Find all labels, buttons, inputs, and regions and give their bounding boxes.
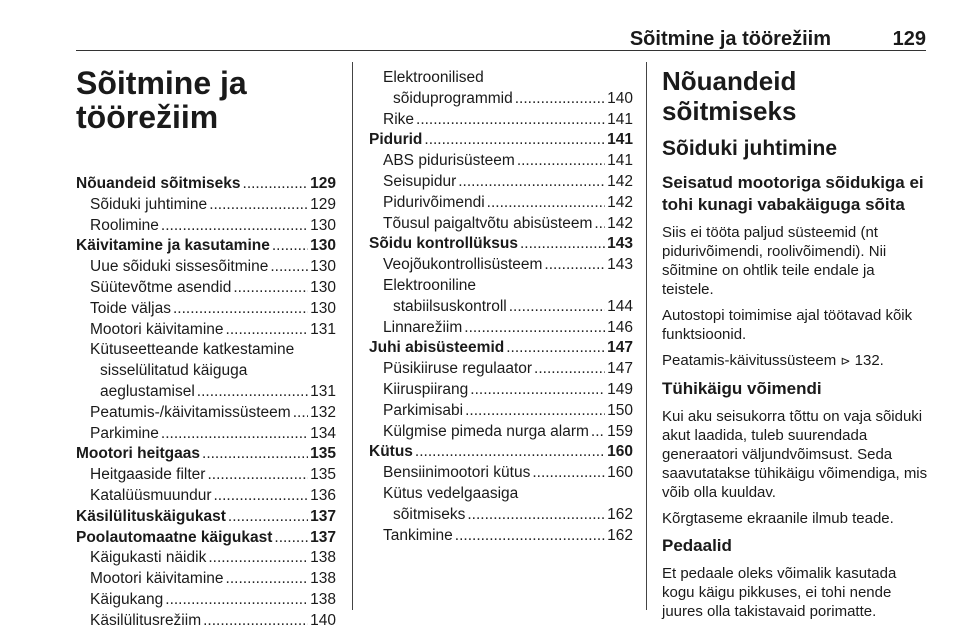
toc-leader-dots: [173, 299, 308, 320]
toc-entry-label: Käsilülitusrežiim: [90, 611, 202, 629]
reference-text: Peatamis-käivitussüsteem: [662, 352, 837, 369]
toc-entry[interactable]: [369, 359, 633, 380]
toc-entry-label: Bensiinimootori kütus: [383, 464, 531, 482]
toc-leader-dots: [465, 401, 605, 422]
toc-column-1: [76, 60, 336, 632]
toc-leader-dots: [165, 590, 308, 611]
toc-leader-dots: [506, 338, 605, 359]
toc-entry-label: Nõuandeid sõitmiseks: [76, 175, 241, 192]
page-header: [76, 28, 926, 51]
toc-entry-page: 143: [607, 235, 633, 253]
toc-leader-dots: [207, 465, 308, 486]
toc-entry[interactable]: [369, 505, 633, 526]
toc-entry[interactable]: [76, 299, 336, 320]
toc-entry-page: 129: [310, 175, 336, 192]
toc-entry[interactable]: [369, 422, 633, 443]
toc-leader-dots: [415, 442, 605, 463]
toc-entry[interactable]: [76, 320, 336, 341]
toc-leader-dots: [467, 505, 605, 526]
toc-entry-label: Käigukang: [90, 590, 164, 608]
toc-leader-dots: [226, 320, 309, 341]
toc-entry-label: Sõidu kontrollüksus: [369, 235, 518, 253]
toc-entry-page: 138: [310, 549, 336, 567]
toc-entry-label: stabiilsuskontroll: [393, 297, 507, 315]
toc-entry[interactable]: [369, 297, 633, 318]
toc-entry-page: 130: [310, 299, 336, 317]
toc-leader-dots: [214, 486, 309, 507]
toc-entry-label: Sõiduki juhtimine: [90, 195, 208, 213]
paragraph: Autostopi toimimise ajal töötavad kõik funktsioonid.: [662, 307, 913, 343]
toc-entry-page: 143: [607, 256, 633, 274]
toc-entry-page: 149: [607, 380, 633, 398]
paragraph: Kui aku seisukorra tõttu on vaja sõiduki akut laadida, tuleb suurendada generaatori väljundvõimsust. Seda saavutatakse tühikäigu võimendiga, mis võib olla kuuldav.: [662, 408, 928, 501]
toc-entry-label: Mootori käivitamine: [90, 570, 224, 588]
toc-entry-label: sõitmiseks: [393, 505, 466, 523]
toc-entry[interactable]: [369, 110, 633, 131]
toc-list-1: [76, 174, 336, 632]
toc-entry-label: Kiiruspiirang: [383, 380, 469, 398]
toc-entry-page: 131: [310, 320, 336, 338]
toc-entry-label: sõiduprogrammid: [393, 89, 513, 107]
toc-leader-dots: [591, 422, 605, 443]
toc-entry-label: Uue sõiduki sissesõitmine: [90, 258, 269, 276]
page-number: 129: [892, 28, 926, 50]
toc-leader-dots: [470, 380, 605, 401]
toc-entry-label: Käsilülituskäigukast: [76, 507, 226, 525]
toc-entry[interactable]: [76, 403, 336, 424]
toc-entry[interactable]: [369, 526, 633, 547]
toc-entry-page: 162: [607, 505, 633, 523]
toc-entry-page: 136: [310, 486, 336, 504]
toc-section-entry[interactable]: [76, 236, 336, 257]
toc-leader-dots: [455, 526, 605, 547]
toc-entry-label: Pidurid: [369, 131, 423, 149]
toc-entry[interactable]: [76, 195, 336, 216]
toc-entry-continued: Elektrooniline: [383, 276, 477, 294]
toc-leader-dots: [270, 257, 308, 278]
running-title: Sõitmine ja töörežiim: [629, 28, 831, 50]
toc-entry-label: ABS pidurisüsteem: [383, 152, 515, 170]
reference-page: 132.: [854, 352, 884, 369]
toc-list-2: [369, 68, 633, 546]
toc-entry-label: Kütus: [369, 443, 413, 461]
toc-section-entry[interactable]: [369, 130, 633, 151]
toc-entry-continued: Kütuseetteande katkestamine: [90, 341, 295, 359]
toc-entry-page: 159: [607, 422, 633, 440]
toc-entry-label: Seisupidur: [383, 172, 457, 190]
toc-entry[interactable]: [76, 278, 336, 299]
toc-entry-page: 147: [607, 360, 633, 378]
toc-entry-page: 131: [310, 382, 336, 400]
toc-section-entry[interactable]: [369, 234, 633, 255]
toc-entry-page: 135: [310, 466, 336, 484]
toc-entry[interactable]: [369, 401, 633, 422]
toc-entry-page: 142: [607, 172, 633, 190]
reference-arrow-icon: ⊳: [840, 354, 851, 368]
toc-leader-dots: [272, 236, 308, 257]
toc-leader-dots: [197, 382, 308, 403]
toc-leader-dots: [424, 130, 605, 151]
toc-leader-dots: [208, 548, 308, 569]
toc-leader-dots: [517, 151, 605, 172]
toc-entry-page: 162: [607, 526, 633, 544]
toc-entry-page: 130: [310, 237, 336, 255]
cross-reference: [662, 351, 928, 371]
toc-entry[interactable]: [76, 611, 336, 632]
toc-entry[interactable]: [369, 151, 633, 172]
toc-entry-page: 141: [607, 152, 633, 170]
content-column: [662, 60, 928, 628]
paragraph: Siis ei tööta paljud süsteemid (nt pidurivõimendi, roolivõimendi). Nii sõitmine on ohtlik teile endale ja teistele.: [662, 224, 887, 298]
toc-entry-page: 129: [310, 195, 336, 213]
toc-leader-dots: [274, 528, 308, 549]
toc-entry-label: Käivitamine ja kasutamine: [76, 237, 270, 255]
toc-leader-dots: [509, 297, 605, 318]
paragraph: Kõrgtaseme ekraanile ilmub teade.: [662, 510, 894, 527]
toc-entry-label: Mootori heitgaas: [76, 445, 201, 463]
toc-entry-label: Parkimisabi: [383, 401, 464, 419]
toc-entry-label: Pidurivõimendi: [383, 193, 485, 211]
toc-entry-page: 134: [310, 424, 336, 442]
toc-entry-page: 135: [310, 445, 336, 463]
toc-leader-dots: [594, 214, 605, 235]
toc-leader-dots: [534, 359, 605, 380]
subsection-heading: Sõiduki juhtimine: [662, 137, 838, 160]
toc-entry[interactable]: [369, 255, 633, 276]
column-divider-2: [646, 62, 647, 610]
toc-leader-dots: [233, 278, 308, 299]
toc-entry-page: 142: [607, 214, 633, 232]
toc-entry-page: 147: [607, 339, 633, 357]
toc-entry-page: 130: [310, 258, 336, 276]
toc-entry-page: 130: [310, 278, 336, 296]
toc-entry-label: Linnarežiim: [383, 318, 463, 336]
toc-entry[interactable]: [369, 214, 633, 235]
toc-entry-page: 144: [607, 297, 633, 315]
toc-leader-dots: [416, 110, 605, 131]
toc-entry-label: Juhi abisüsteemid: [369, 339, 505, 357]
toc-leader-dots: [226, 569, 309, 590]
topic-heading-idle-boost: Tühikäigu võimendi: [662, 379, 822, 398]
toc-entry-label: Veojõukontrollisüsteem: [383, 256, 543, 274]
toc-leader-dots: [203, 611, 308, 632]
column-divider-1: [352, 62, 353, 610]
toc-leader-dots: [515, 89, 605, 110]
toc-entry[interactable]: [369, 380, 633, 401]
toc-entry[interactable]: [369, 172, 633, 193]
toc-entry-page: 141: [607, 131, 633, 149]
toc-entry[interactable]: [76, 382, 336, 403]
toc-entry-label: Käigukasti näidik: [90, 549, 207, 567]
toc-entry-page: 160: [607, 443, 633, 461]
topic-heading-coasting: Seisatud mootoriga sõidukiga ei tohi kunagi vabakäiguga sõita: [662, 173, 924, 214]
toc-entry[interactable]: [369, 463, 633, 484]
toc-entry-page: 146: [607, 318, 633, 336]
toc-leader-dots: [161, 216, 308, 237]
toc-entry[interactable]: [76, 257, 336, 278]
toc-entry-continued: Kütus vedelgaasiga: [383, 484, 519, 502]
toc-entry[interactable]: [369, 193, 633, 214]
toc-leader-dots: [293, 403, 308, 424]
toc-leader-dots: [458, 172, 605, 193]
toc-section-entry[interactable]: [369, 442, 633, 463]
toc-entry-page: 132: [310, 403, 336, 421]
toc-leader-dots: [243, 174, 309, 195]
toc-entry-label: Rike: [383, 110, 415, 128]
toc-entry-page: 137: [310, 528, 336, 546]
toc-entry-page: 150: [607, 401, 633, 419]
toc-entry-page: 137: [310, 507, 336, 525]
toc-entry-page: 142: [607, 193, 633, 211]
paragraph: Et pedaale oleks võimalik kasutada kogu käigu pikkuses, ei tohi nende juures olla takistavaid porimatte.: [662, 565, 897, 620]
toc-entry-label: Külgmise pimeda nurga alarm: [383, 422, 589, 440]
toc-entry-label: Roolimine: [90, 216, 159, 234]
toc-entry[interactable]: [369, 89, 633, 110]
toc-entry-label: Mootori käivitamine: [90, 320, 224, 338]
toc-leader-dots: [209, 195, 308, 216]
toc-entry-label: aeglustamisel: [100, 382, 195, 400]
toc-leader-dots: [464, 318, 605, 339]
toc-entry-page: 138: [310, 590, 336, 608]
toc-entry-page: 141: [607, 110, 633, 128]
toc-entry[interactable]: [76, 590, 336, 611]
toc-entry[interactable]: [76, 569, 336, 590]
toc-leader-dots: [544, 255, 605, 276]
chapter-title: Sõitmine ja töörežiim: [76, 65, 247, 135]
toc-entry-label: Katalüüsmuundur: [90, 486, 212, 504]
toc-leader-dots: [520, 234, 605, 255]
toc-entry-page: 160: [607, 464, 633, 482]
toc-entry-page: 130: [310, 216, 336, 234]
toc-section-entry[interactable]: [76, 528, 336, 549]
toc-section-entry[interactable]: [369, 338, 633, 359]
toc-entry-label: Parkimine: [90, 424, 159, 442]
toc-entry-label: Heitgaaside filter: [90, 466, 206, 484]
toc-section-entry[interactable]: [76, 444, 336, 465]
toc-entry-continued: Elektroonilised: [383, 69, 484, 86]
toc-entry-label: Peatumis-/käivitamissüsteem: [90, 403, 291, 421]
toc-section-entry[interactable]: [76, 507, 336, 528]
section-heading: Nõuandeid sõitmiseks: [662, 66, 797, 126]
toc-entry-label: Süütevõtme asendid: [90, 278, 232, 296]
toc-entry-label: Tõusul paigaltvõtu abisüsteem: [383, 214, 593, 232]
toc-leader-dots: [202, 444, 308, 465]
toc-entry[interactable]: [76, 548, 336, 569]
toc-entry[interactable]: [76, 216, 336, 237]
toc-entry[interactable]: [76, 465, 336, 486]
toc-leader-dots: [161, 424, 308, 445]
toc-entry-page: 140: [607, 89, 633, 107]
toc-leader-dots: [532, 463, 605, 484]
toc-entry[interactable]: [369, 318, 633, 339]
toc-leader-dots: [228, 507, 308, 528]
toc-entry[interactable]: [76, 486, 336, 507]
toc-entry-page: 140: [310, 611, 336, 629]
toc-entry-label: Poolautomaatne käigukast: [76, 528, 273, 546]
topic-heading-pedals: Pedaalid: [662, 536, 732, 555]
toc-entry-continued: sisselülitatud käiguga: [100, 362, 248, 380]
toc-entry-label: Toide väljas: [90, 299, 171, 317]
toc-entry-page: 138: [310, 570, 336, 588]
toc-section-entry[interactable]: [76, 174, 336, 195]
toc-leader-dots: [487, 193, 605, 214]
toc-entry-label: Tankimine: [383, 526, 453, 544]
toc-entry-label: Püsikiiruse regulaator: [383, 360, 533, 378]
toc-column-2: [369, 68, 633, 546]
toc-entry[interactable]: [76, 424, 336, 445]
